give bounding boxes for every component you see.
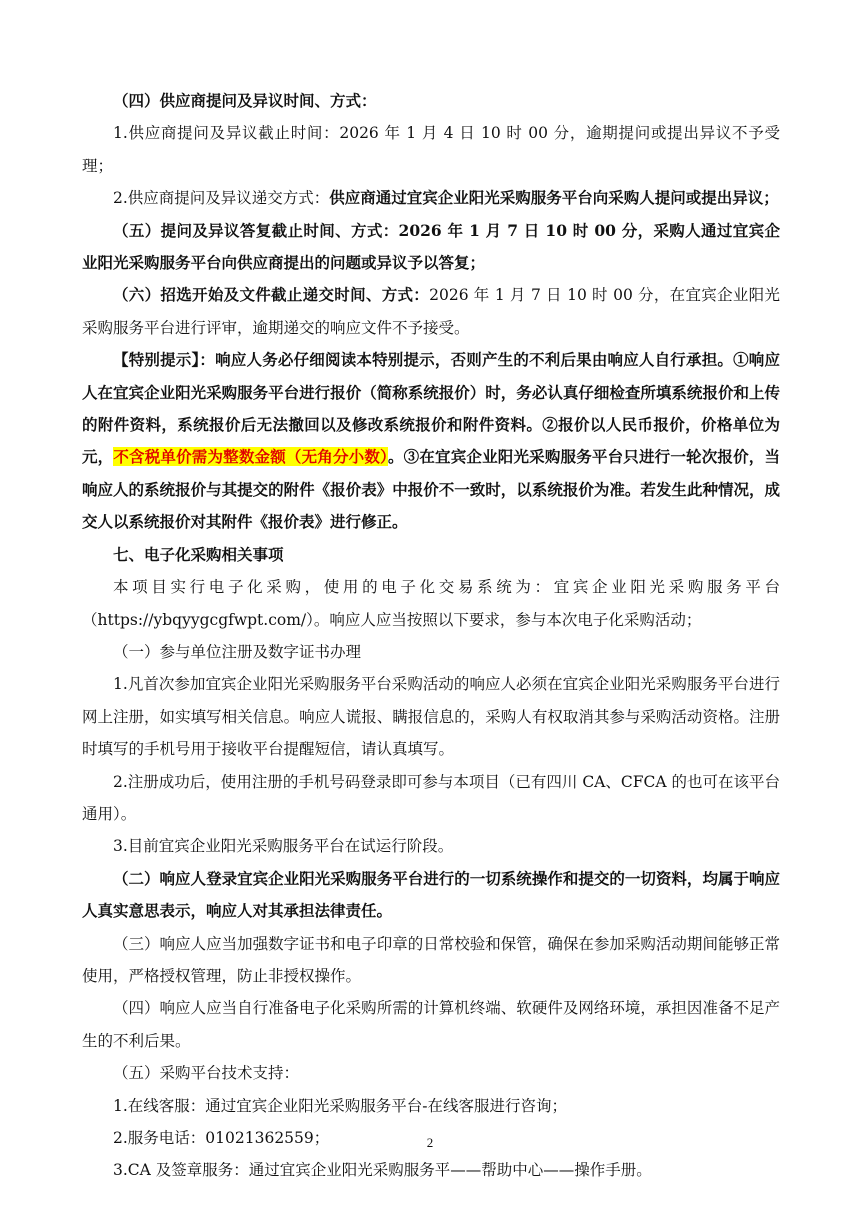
paragraph-registration-3: 3.目前宜宾企业阳光采购服务平台在试运行阶段。 bbox=[113, 837, 454, 856]
special-notice-text-b: 。③在宜宾企业阳光采购服务平台只进行一轮次报价，当响应人的系统报价与其提交的附件《报价表》中报价不一致时，以系统报价为准。若发生此种情况，成交人以系统报价对其附件《报价表》进行修正。 bbox=[82, 447, 780, 532]
special-notice-highlight: 不含税单价需为整数金额（无角分小数） bbox=[113, 447, 388, 467]
question-method-text: 供应商通过宜宾企业阳光采购服务平台向采购人提问或提出异议； bbox=[329, 188, 779, 208]
paragraph-online-service: 1.在线客服：通过宜宾企业阳光采购服务平台-在线客服进行咨询； bbox=[113, 1096, 568, 1115]
subheading-registration: （一）参与单位注册及数字证书办理 bbox=[113, 642, 362, 661]
paragraph-service-phone: 2.服务电话：01021362559； bbox=[113, 1129, 330, 1147]
subheading-tech-support: （五）采购平台技术支持： bbox=[113, 1064, 300, 1083]
submission-deadline-text: 2026 年 1 月 7 日 10 时 00 分，在宜宾企业阳光采购服务平台进行评审，逾期递交的响应文件不予接受。 bbox=[82, 286, 780, 337]
question-method-label: 2.供应商提问及异议递交方式： bbox=[113, 189, 330, 208]
paragraph-registration-2: 2.注册成功后，使用注册的手机号码登录即可参与本项目（已有四川 CA、CFCA 的也可在该平台通用）。 bbox=[82, 772, 780, 823]
submission-deadline-label: （六）招选开始及文件截止递交时间、方式： bbox=[113, 285, 430, 305]
paragraph-registration-1: 1.凡首次参加宜宾企业阳光采购服务平台采购活动的响应人必须在宜宾企业阳光采购服务平台进行网上注册，如实填写相关信息。响应人谎报、瞒报信息的，采购人有权取消其参与采购活动资格。注册时填写的手机号用于接收平台提醒短信，请认真填写。 bbox=[82, 675, 780, 759]
paragraph-environment: （四）响应人应当自行准备电子化采购所需的计算机终端、软硬件及网络环境，承担因准备不足产生的不利后果。 bbox=[82, 999, 780, 1050]
paragraph-question-method bbox=[82, 182, 780, 214]
special-notice-text-a: 【特别提示】：响应人务必仔细阅读本特别提示，否则产生的不利后果由响应人自行承担。①响应人在宜宾企业阳光采购服务平台进行报价（简称系统报价）时，务必认真仔细检查所填系统报价和上传的附件资料，系统报价后无法撤回以及修改系统报价和附件资料。②报价以人民币报价，价格单位为元， bbox=[82, 350, 780, 467]
document-body bbox=[82, 85, 780, 1187]
page-number: 2 bbox=[426, 1135, 434, 1150]
special-notice-paragraph bbox=[82, 344, 780, 538]
paragraph-legal-responsibility: （二）响应人登录宜宾企业阳光采购服务平台进行的一切系统操作和提交的一切资料，均属于响应人真实意思表示，响应人对其承担法律责任。 bbox=[82, 868, 780, 921]
paragraph-submission-deadline bbox=[82, 279, 780, 344]
section-heading-7: 七、电子化采购相关事项 bbox=[113, 545, 284, 564]
section-heading-4: （四）供应商提问及异议时间、方式： bbox=[113, 91, 377, 110]
paragraph-e-procurement: 本项目实行电子化采购，使用的电子化交易系统为：宜宾企业阳光采购服务平台（https://ybqyygcgfwpt.com/）。响应人应当按照以下要求，参与本次电子化采购活动； bbox=[82, 578, 780, 629]
paragraph-ca-service: 3.CA 及签章服务：通过宜宾企业阳光采购服务平——帮助中心——操作手册。 bbox=[113, 1161, 652, 1180]
paragraph-question-deadline: 1.供应商提问及异议截止时间：2026 年 1 月 4 日 10 时 00 分，逾期提问或提出异议不予受理； bbox=[82, 124, 780, 175]
section-heading-5: （五）提问及异议答复截止时间、方式：2026 年 1 月 7 日 10 时 00 分，采购人通过宜宾企业阳光采购服务平台向供应商提出的问题或异议予以答复； bbox=[82, 220, 780, 273]
paragraph-certificate: （三）响应人应当加强数字证书和电子印章的日常校验和保管，确保在参加采购活动期间能够正常使用，严格授权管理，防止非授权操作。 bbox=[82, 934, 780, 985]
